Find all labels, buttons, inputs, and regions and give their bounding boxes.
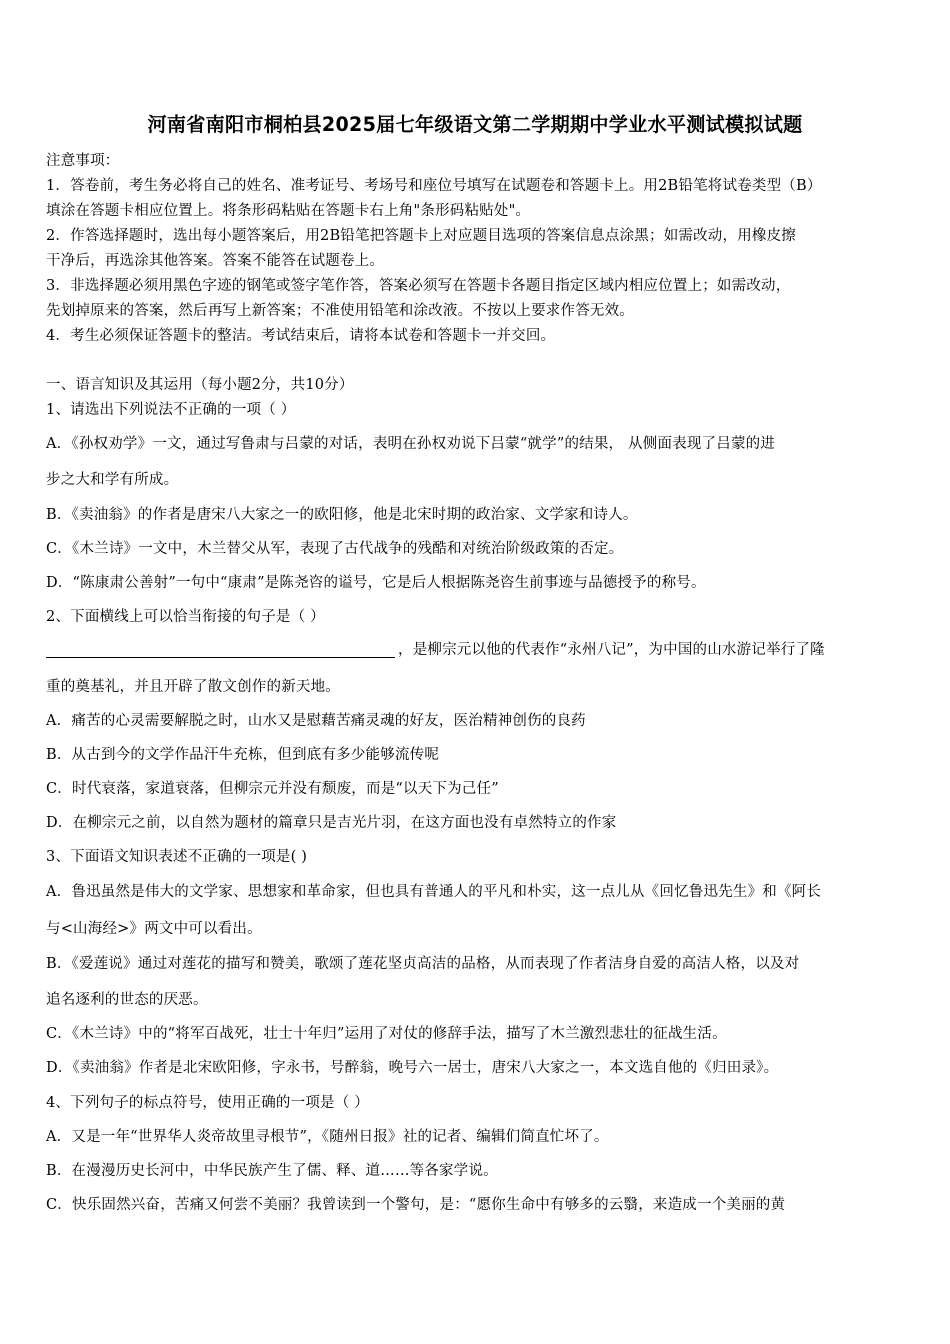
- option-b-cont: 追名逐利的世态的厌恶。: [46, 992, 208, 1008]
- option-c: C．快乐固然兴奋，苦痛又何尝不美丽？我曾读到一个警句，是：“愿你生命中有够多的云翳，来造成一个美丽的黄: [46, 1197, 786, 1213]
- option-a: A．又是一年“世界华人炎帝故里寻根节”，《随州日报》社的记者、编辑们简直忙坏了。: [46, 1129, 609, 1145]
- notice-line: 干净后，再选涂其他答案。答案不能答在试题卷上。: [46, 253, 385, 269]
- option-b: B．在漫漫历史长河中，中华民族产生了儒、释、道……等各家学说。: [46, 1163, 498, 1179]
- option-a: A．《孙权劝学》一文，通过写鲁肃与吕蒙的对话，表明在孙权劝说下吕蒙“就学”的结果， 从侧面表现了吕蒙的进: [46, 436, 776, 452]
- question-stem: 2、下面横线上可以恰当衔接的句子是（ ）: [46, 609, 325, 625]
- page-title: 河南省南阳市桐柏县2025届七年级语文第二学期期中学业水平测试模拟试题: [147, 114, 803, 136]
- question-text-cont: 重的奠基礼，并且开辟了散文创作的新天地。: [46, 679, 340, 695]
- notice-line: 1．答卷前，考生务必将自己的姓名、准考证号、考场号和座位号填写在试题卷和答题卡上。用2B铅笔将试卷类型（B）: [46, 178, 822, 194]
- section-heading: 一、语言知识及其运用（每小题2分，共10分）: [46, 377, 354, 393]
- option-b: B．《卖油翁》的作者是唐宋八大家之一的欧阳修，他是北宋时期的政治家、文学家和诗人。: [46, 507, 638, 523]
- option-a: A．鲁迅虽然是伟大的文学家、思想家和革命家，但也具有普通人的平凡和朴实，这一点儿从《回忆鲁迅先生》和《阿长: [46, 884, 822, 900]
- option-d: D．在柳宗元之前，以自然为题材的篇章只是吉光片羽，在这方面也没有卓然特立的作家: [46, 815, 617, 831]
- notice-line: 2．作答选择题时，选出每小题答案后，用2B铅笔把答题卡上对应题目选项的答案信息点涂黑；如需改动，用橡皮擦: [46, 228, 797, 244]
- question-stem: 1、请选出下列说法不正确的一项（ ）: [46, 402, 296, 418]
- notice-heading: 注意事项：: [46, 153, 120, 169]
- option-a: A．痛苦的心灵需要解脱之时，山水又是慰藉苦痛灵魂的好友，医治精神创伤的良药: [46, 713, 586, 729]
- option-c: C．时代衰落，家道衰落，但柳宗元并没有颓废，而是“以天下为己任”: [46, 781, 499, 797]
- option-d: D．《卖油翁》作者是北宋欧阳修，字永书，号醉翁，晚号六一居士，唐宋八大家之一，本文选自他的《归田录》。: [46, 1060, 779, 1076]
- notice-line: 4．考生必须保证答题卡的整洁。考试结束后，请将本试卷和答题卡一并交回。: [46, 328, 556, 344]
- option-b: B．《爱莲说》通过对莲花的描写和赞美，歌颂了莲花坚贞高洁的品格，从而表现了作者洁身自爱的高洁人格，以及对: [46, 956, 800, 972]
- notice-line: 先划掉原来的答案，然后再写上新答案；不准使用铅笔和涂改液。不按以上要求作答无效。: [46, 303, 634, 319]
- option-b: B．从古到今的文学作品汗牛充栋，但到底有多少能够流传呢: [46, 747, 440, 763]
- question-text: ，是柳宗元以他的代表作“永州八记”，为中国的山水游记举行了隆: [398, 642, 825, 658]
- notice-line: 3．非选择题必须用黑色字迹的钢笔或签字笔作答，答案必须写在答题卡各题目指定区域内相应位置上；如需改动，: [46, 278, 791, 294]
- notice-line: 填涂在答题卡相应位置上。将条形码粘贴在答题卡右上角"条形码粘贴处"。: [46, 203, 531, 219]
- answer-blank-line: [46, 657, 395, 658]
- option-a-cont: 步之大和学有所成。: [46, 472, 179, 488]
- question-stem: 3、下面语文知识表述不正确的一项是( ): [46, 849, 308, 865]
- option-c: C．《木兰诗》中的“将军百战死，壮士十年归”运用了对仗的修辞手法，描写了木兰激烈悲壮的征战生活。: [46, 1026, 727, 1042]
- option-a-cont: 与<山海经>》两文中可以看出。: [46, 921, 262, 937]
- option-d: D．“陈康肃公善射”一句中“康肃”是陈尧咨的谥号，它是后人根据陈尧咨生前事迹与品德授予的称号。: [46, 575, 706, 591]
- question-stem: 4、下列句子的标点符号，使用正确的一项是（ ）: [46, 1095, 369, 1111]
- option-c: C．《木兰诗》一文中，木兰替父从军，表现了古代战争的残酷和对统治阶级政策的否定。: [46, 541, 624, 557]
